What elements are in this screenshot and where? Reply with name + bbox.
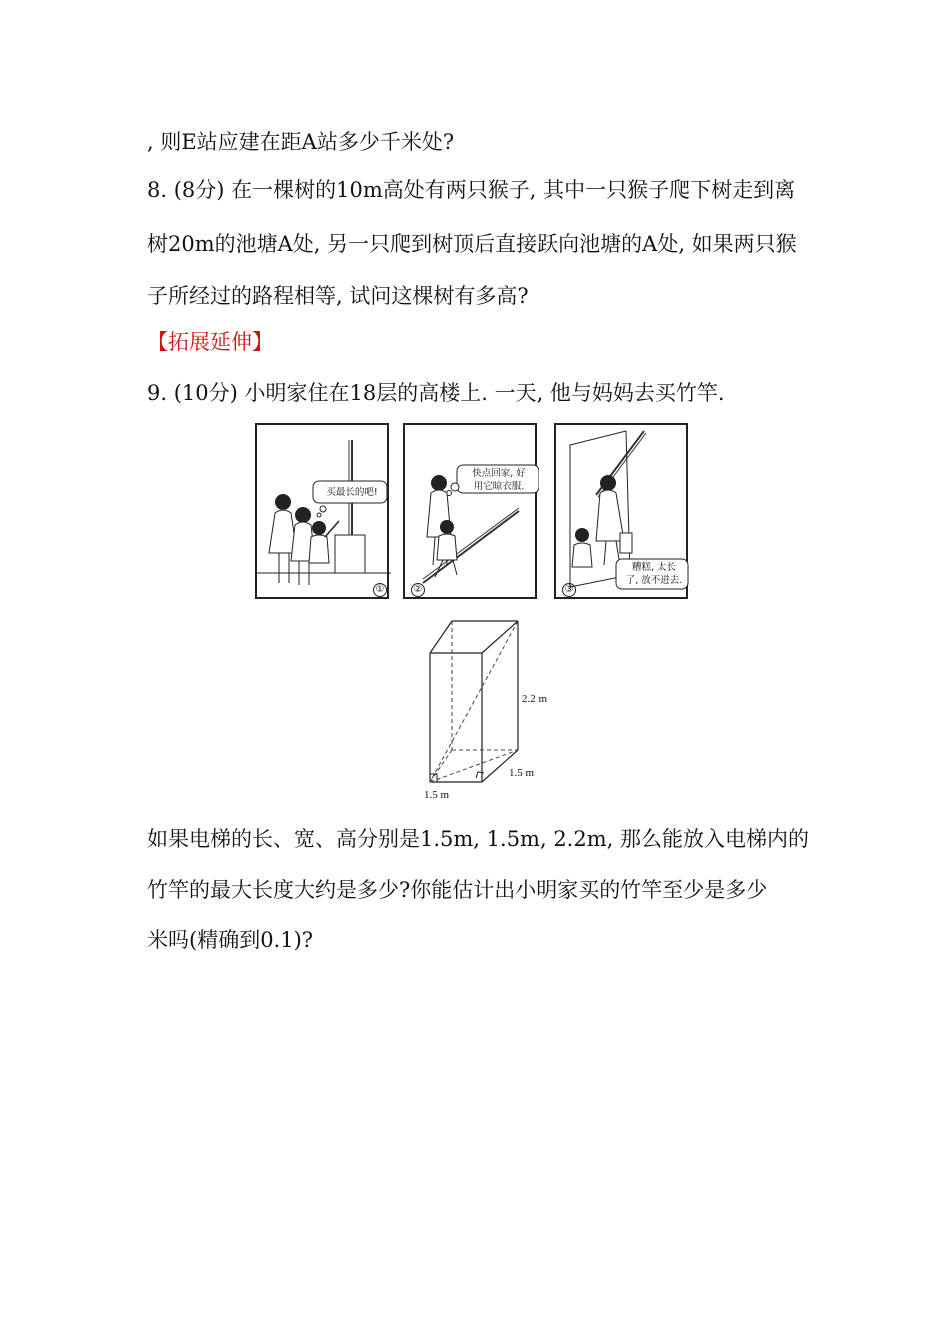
panel-1-speech: 买最长的吧! xyxy=(326,487,378,498)
box-top-left-edge xyxy=(430,621,452,653)
question-8-line-2: 树20m的池塘A处, 另一只爬到树顶后直接跃向池塘的A处, 如果两只猴 xyxy=(147,232,797,256)
panel-2-speech-line-2: 用它晾衣服. xyxy=(473,481,525,492)
question-9-line-3: 竹竿的最大长度大约是多少?你能估计出小明家买的竹竿至少是多少 xyxy=(147,878,768,902)
panel-1-number: ① xyxy=(373,583,387,597)
panel-3-speech xyxy=(618,561,690,587)
question-9-line-1: 9. (10分) 小明家住在18层的高楼上. 一天, 他与妈妈去买竹竿. xyxy=(147,381,725,405)
width-label: 1.5 m xyxy=(424,789,450,801)
question-8-line-1: 8. (8分) 在一棵树的10m高处有两只猴子, 其中一只猴子爬下树走到离 xyxy=(147,178,796,202)
depth-label: 1.5 m xyxy=(509,767,535,779)
comic-panel-3 xyxy=(554,423,688,599)
right-angle-mark-right xyxy=(476,772,484,778)
panel-2-speech-line-1: 快点回家, 好 xyxy=(472,468,526,479)
height-label: 2.2 m xyxy=(522,693,548,705)
box-space-diagonal xyxy=(430,621,518,782)
panel-3-number: ③ xyxy=(562,583,576,597)
box-top-right-edge xyxy=(482,621,518,653)
panel-1-illustration xyxy=(257,425,391,601)
question-9-line-4: 米吗(精确到0.1)? xyxy=(147,928,314,952)
comic-panel-2 xyxy=(403,423,537,599)
text-line-1: , 则E站应建在距A站多少千米处? xyxy=(147,130,455,154)
panel-2-illustration xyxy=(405,425,539,601)
panel-3-speech-line-2: 了, 放不进去. xyxy=(625,575,683,586)
panel-2-number: ② xyxy=(411,583,425,597)
question-8-line-3: 子所经过的路程相等, 试问这棵树有多高? xyxy=(147,284,529,308)
question-9-line-2: 如果电梯的长、宽、高分别是1.5m, 1.5m, 2.2m, 那么能放入电梯内的 xyxy=(147,827,809,851)
comic-panel-1 xyxy=(255,423,389,599)
panel-3-speech-line-1: 糟糕, 太长 xyxy=(631,562,677,573)
panel-2-speech xyxy=(459,467,539,493)
box-hidden-left-edge xyxy=(430,750,452,782)
section-heading: 【拓展延伸】 xyxy=(147,330,273,354)
box-base-diagonal xyxy=(430,750,518,782)
